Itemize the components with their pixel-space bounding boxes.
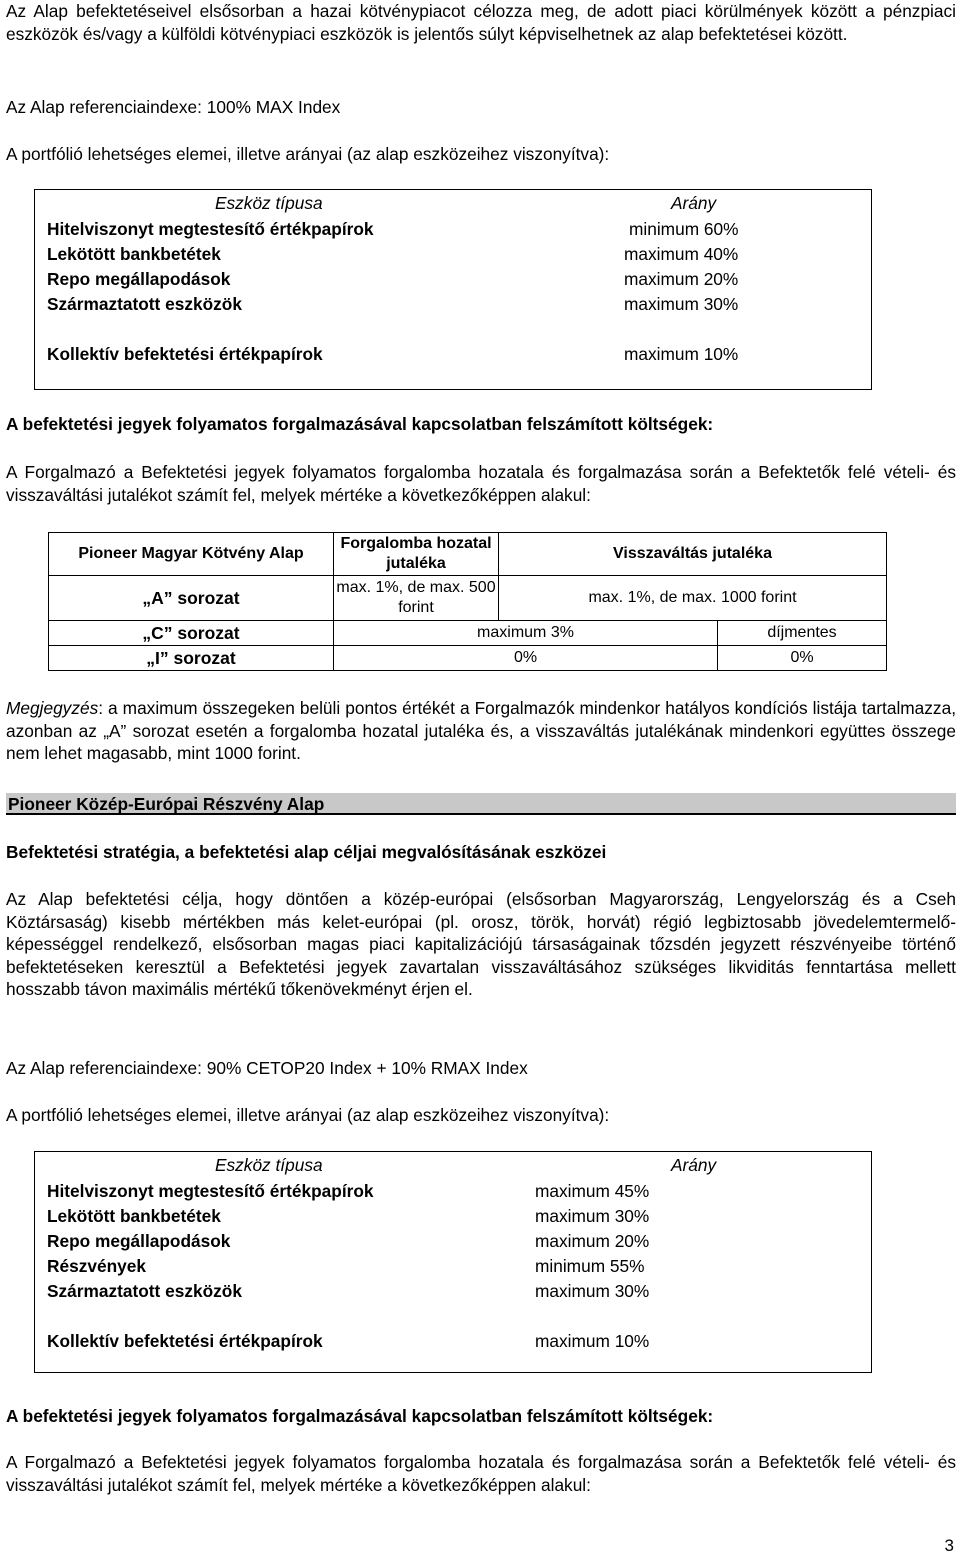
series-name: „C” sorozat [49,621,334,646]
fund1-ratio-table [34,189,872,390]
asset-ratio: minimum 55% [535,1256,645,1276]
asset-type: Lekötött bankbetétek [47,1206,221,1226]
fund2-strategy-text: Az Alap befektetési célja, hogy döntően a közép-európai (elsősorban Magyarország, Lengyelország és a Cseh Köztársaság) kisebb mértékben más kelet-európai (pl. orosz, török, horvát) régió legbiztosabb jövedelemtermelő-képességgel rendelkező, elsősorban magas piaci kapitalizációjú társaságainak tőzsdén jegyzett részvényeibe történő befektetéseken keresztül a Befektetési jegyek zavartalan visszaváltásához szükséges likviditás fenntartása mellett hosszabb távon maximális mértékű tőkenövekményt érjen el. [6,889,956,999]
table-row [35,1229,871,1254]
series-name: „A” sorozat [49,576,334,621]
issue-commission: max. 1%, de max. 500 forint [334,576,499,621]
table-row [35,1279,871,1304]
asset-type: Származtatott eszközök [47,294,242,314]
asset-type: Hitelviszonyt megtestesítő értékpapírok [47,1181,374,1201]
table-row [35,1254,871,1279]
asset-type: Kollektív befektetési értékpapírok [47,1331,323,1351]
fund1-costs-heading: A befektetési jegyek folyamatos forgalmazásával kapcsolatban felszámított költségek: [6,414,714,434]
table-row [35,242,871,267]
asset-ratio: maximum 30% [535,1206,650,1226]
asset-ratio: maximum 30% [535,1281,650,1301]
asset-ratio: maximum 40% [624,244,739,264]
fund1-benchmark: Az Alap referenciaindexe: 100% MAX Index [6,97,341,117]
table-row [35,1179,871,1204]
header-type: Eszköz típusa [215,1155,323,1175]
fund-name: Pioneer Magyar Kötvény Alap [49,533,334,576]
asset-ratio: maximum 45% [535,1181,650,1201]
note-text: : a maximum összegeken belüli pontos értékét a Forgalmazók mindenkor hatályos kondíciós listája tartalmazza, azonban az „A” sorozat esetén a forgalomba hozatal jutaléka és, a visszaváltás jutalékának mindenkori együttes összege nem lehet magasabb, mint 1000 forint. [6,698,956,763]
asset-type: Repo megállapodások [47,269,231,289]
asset-ratio: maximum 30% [624,294,739,314]
fund2-costs-heading: A befektetési jegyek folyamatos forgalmazásával kapcsolatban felszámított költségek: [6,1406,714,1426]
fund1-fee-table [48,532,887,671]
header-ratio: Arány [671,1155,717,1175]
table-header-row [35,1153,871,1178]
note-label: Megjegyzés [6,698,99,718]
asset-ratio: maximum 20% [624,269,739,289]
fund2-costs-text: A Forgalmazó a Befektetési jegyek folyamatos forgalomba hozatala és forgalmazása során a Befektetők felé vételi- és visszaváltási jutalékot számít fel, melyek mértéke a következőképpen alakul: [6,1452,956,1495]
table-row [35,342,871,367]
asset-type: Lekötött bankbetétek [47,244,221,264]
asset-ratio: maximum 10% [624,344,739,364]
fee-header-row [49,533,887,576]
table-row [35,292,871,317]
asset-ratio: maximum 10% [535,1331,650,1351]
table-row [35,267,871,292]
fund2-benchmark: Az Alap referenciaindexe: 90% CETOP20 Index + 10% RMAX Index [6,1058,528,1078]
fund1-note [6,697,956,765]
issue-commission-header: Forgalomba hozatal jutaléka [334,533,499,576]
redemption-commission: díjmentes [718,621,887,646]
fund1-portfolio-intro: A portfólió lehetséges elemei, illetve arányai (az alap eszközeihez viszonyítva): [6,144,610,164]
page-number: 3 [944,1536,954,1555]
asset-ratio: maximum 20% [535,1231,650,1251]
fee-row [49,621,887,646]
asset-type: Részvények [47,1256,146,1276]
table-row [35,1329,871,1354]
fund2-strategy-heading: Befektetési stratégia, a befektetési alap céljai megvalósításának eszközei [6,842,607,862]
asset-type: Repo megállapodások [47,1231,231,1251]
asset-type: Származtatott eszközök [47,1281,242,1301]
intro-paragraph: Az Alap befektetéseivel elsősorban a hazai kötvénypiacot célozza meg, de adott piaci körülmények között a pénzpiaci eszközök és/vagy a külföldi kötvénypiaci eszközök is jelentős súlyt képviselhetnek az alap befektetései között. [6,1,956,44]
table-row [35,217,871,242]
fund2-ratio-table [34,1151,872,1373]
table-header-row [35,191,871,216]
asset-ratio: minimum 60% [629,219,739,239]
redemption-commission: 0% [718,646,887,671]
header-type: Eszköz típusa [215,193,323,213]
table-row [35,1204,871,1229]
fund1-costs-text: A Forgalmazó a Befektetési jegyek folyamatos forgalomba hozatala és forgalmazása során a Befektetők felé vételi- és visszaváltási jutalékot számít fel, melyek mértéke a következőképpen alakul: [6,462,956,505]
asset-type: Kollektív befektetési értékpapírok [47,344,323,364]
redemption-commission-header: Visszaváltás jutaléka [499,533,887,576]
header-ratio: Arány [671,193,717,213]
fund2-portfolio-intro: A portfólió lehetséges elemei, illetve arányai (az alap eszközeihez viszonyítva): [6,1105,610,1125]
series-name: „I” sorozat [49,646,334,671]
fee-row [49,646,887,671]
issue-commission: 0% [334,646,718,671]
asset-type: Hitelviszonyt megtestesítő értékpapírok [47,219,374,239]
fee-row [49,576,887,621]
fund2-section-title: Pioneer Közép-Európai Részvény Alap [6,793,956,815]
issue-commission: maximum 3% [334,621,718,646]
redemption-commission: max. 1%, de max. 1000 forint [499,576,887,621]
